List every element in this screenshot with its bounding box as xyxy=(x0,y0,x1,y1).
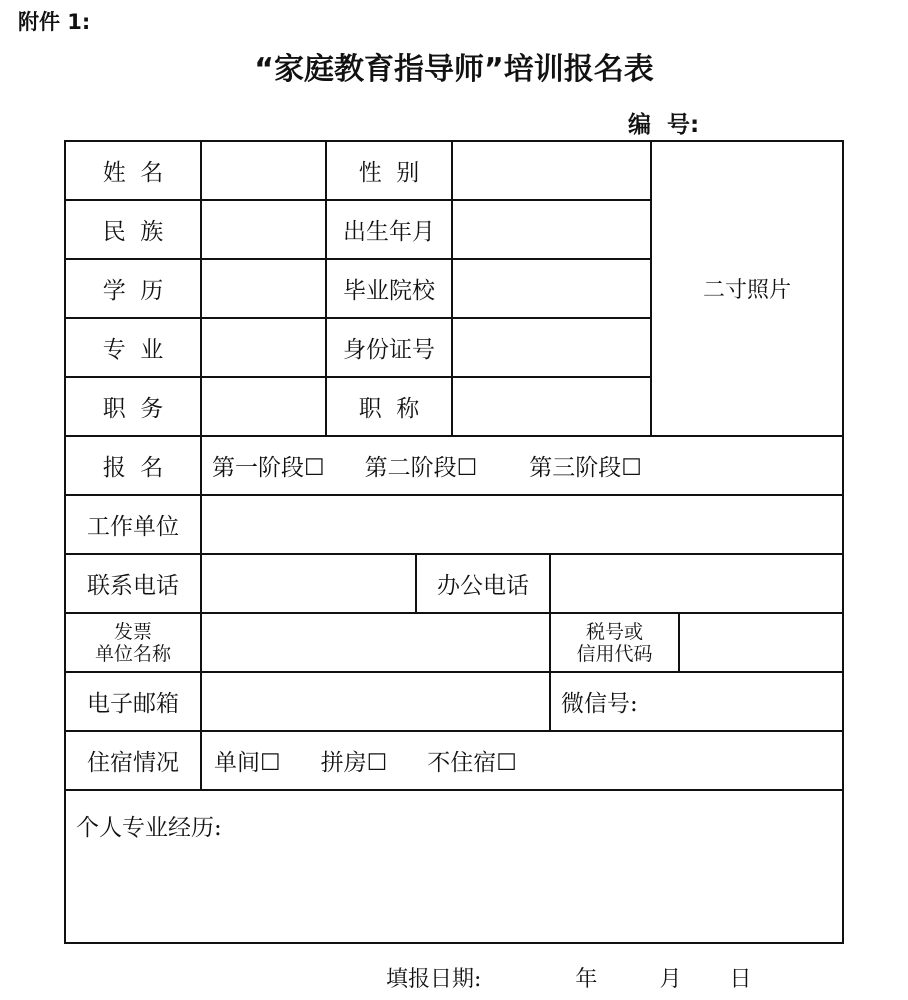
school-field[interactable] xyxy=(453,260,650,317)
shared-room-checkbox[interactable]: 拼房☐ xyxy=(320,750,388,776)
work-unit-label: 工作单位 xyxy=(87,514,179,540)
id-number-field[interactable] xyxy=(453,319,650,376)
form-title: “家庭教育指导师”培训报名表 xyxy=(254,52,654,87)
office-phone-field[interactable] xyxy=(551,555,842,612)
tax-id-label: 税号或 信用代码 xyxy=(576,620,653,665)
title-field[interactable] xyxy=(453,378,650,435)
invoice-unit-label: 发票 单位名称 xyxy=(94,620,171,665)
education-label: 学 历 xyxy=(102,278,164,304)
invoice-unit-field[interactable] xyxy=(202,614,549,671)
gender-label: 性 别 xyxy=(358,160,420,186)
phone-label: 联系电话 xyxy=(87,573,179,599)
ethnicity-label: 民 族 xyxy=(102,219,164,245)
stage-options xyxy=(202,437,842,494)
work-unit-field[interactable] xyxy=(202,496,842,553)
experience-label: 个人专业经历: xyxy=(76,815,222,841)
month-label: 月 xyxy=(659,967,682,992)
stage-3-checkbox[interactable]: 第三阶段☐ xyxy=(529,455,642,481)
photo-label: 二寸照片 xyxy=(702,278,791,303)
title-label: 职 称 xyxy=(358,396,420,422)
name-label: 姓 名 xyxy=(102,160,164,186)
lodging-label: 住宿情况 xyxy=(87,750,179,776)
fill-date xyxy=(386,962,751,993)
photo-area[interactable] xyxy=(652,142,842,435)
stage-2-checkbox[interactable]: 第二阶段☐ xyxy=(364,455,478,481)
major-label: 专 业 xyxy=(102,337,164,363)
office-phone-label: 办公电话 xyxy=(437,573,529,599)
phone-field[interactable] xyxy=(202,555,415,612)
education-field[interactable] xyxy=(202,260,325,317)
email-field[interactable] xyxy=(202,673,549,730)
no-lodging-checkbox[interactable]: 不住宿☐ xyxy=(427,750,517,776)
birth-field[interactable] xyxy=(453,201,650,258)
day-label: 日 xyxy=(729,967,752,992)
tax-id-field[interactable] xyxy=(680,614,842,671)
border-right xyxy=(842,140,844,944)
position-field[interactable] xyxy=(202,378,325,435)
attachment-label: 附件 1: xyxy=(18,10,91,34)
single-room-checkbox[interactable]: 单间☐ xyxy=(214,750,281,776)
school-label: 毕业院校 xyxy=(343,278,435,304)
wechat-label[interactable]: 微信号: xyxy=(561,691,638,717)
fill-date-label: 填报日期: xyxy=(386,967,482,992)
email-label: 电子邮箱 xyxy=(87,691,179,717)
experience-area[interactable] xyxy=(66,791,842,960)
major-field[interactable] xyxy=(202,319,325,376)
name-field[interactable] xyxy=(202,142,325,199)
lodging-options xyxy=(202,732,844,789)
signup-label: 报 名 xyxy=(102,455,164,481)
year-label: 年 xyxy=(575,967,598,992)
birth-label: 出生年月 xyxy=(343,219,435,245)
stage-1-checkbox[interactable]: 第一阶段☐ xyxy=(212,455,325,481)
serial-number-label: 编 号: xyxy=(628,112,700,138)
position-label: 职 务 xyxy=(102,396,164,422)
registration-form xyxy=(64,140,844,944)
ethnicity-field[interactable] xyxy=(202,201,325,258)
gender-field[interactable] xyxy=(453,142,650,199)
id-number-label: 身份证号 xyxy=(343,337,435,363)
